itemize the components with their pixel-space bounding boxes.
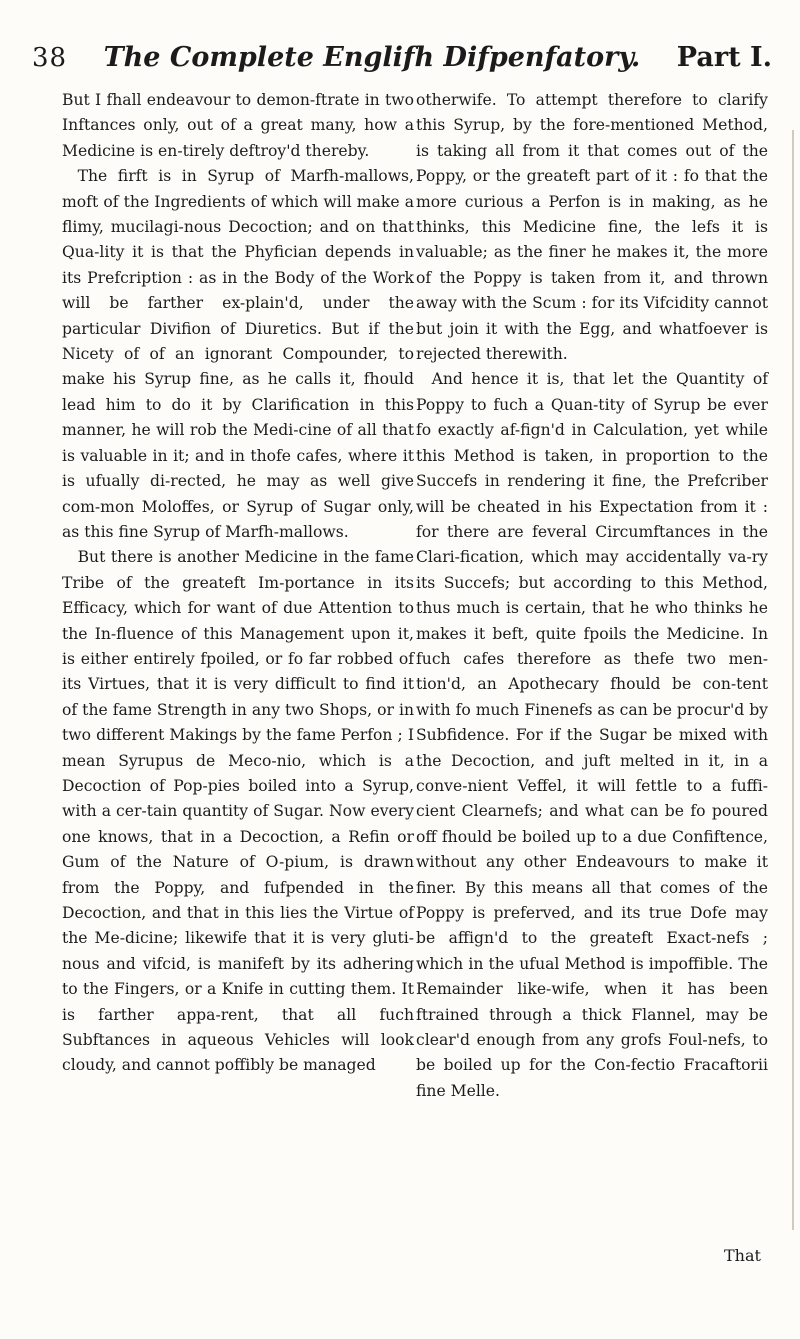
paragraph: But there is another Medicine in the fame Tribe of the greateft Im-portance in its Efficacy, which for want of due Attention to the In-fluence of this Management upon it, is either entirely fpoiled, or fo far robbed of its Virtues, that it is very difficult to find it of the fame Strength in any two Shops, or in two different Makings by the fame Perfon ; I mean Syrupus de Meco-nio, which is a Decoction of Pop-pies boiled into a Syrup, with a cer-tain quantity of Sugar. Now every one knows, that in a Decoction, a Refin or Gum of the Nature of O-pium, is drawn from the Poppy, and fufpended in the Decoction, and that in this lies the Virtue of the Me-dicine; likewife that it is very gluti-nous and vifcid, is manifeft by its adhering to the Fingers, or a Knife in cutting them. It is farther appa-rent, that all fuch Subftances in aqueous Vehicles will look cloudy, and cannot poffibly be managed	[62, 548, 414, 1075]
right-column	[416, 88, 768, 1104]
running-title: The Complete Englifh Difpenfatory.	[103, 42, 641, 73]
catchword: That	[724, 1246, 761, 1265]
left-column	[62, 88, 414, 1079]
paragraph: otherwife. To attempt therefore to clarify this Syrup, by the fore-mentioned Method, is taking all from it that comes out of the Poppy, or the greateft part of it : fo that the more curious a Perfon is in making, as he thinks, this Medicine fine, the lefs it is valuable; as the finer he makes it, the more of the Poppy is taken from it, and thrown away with the Scum : for its Vifcidity cannot but join it with the Egg, and whatfoever is rejected therewith.	[416, 91, 768, 364]
page-header	[32, 42, 772, 78]
paragraph: The firft is in Syrup of Marfh-mallows, moft of the Ingredients of which will make a flimy, mucilagi-nous Decoction; and on that Qua-lity it is that the Phyfician depends in its Prefcription : as in the Body of the Work will be farther ex-plain'd, under the particular Divifion of Diuretics. But if the Nicety of of an ignorant Compounder, to make his Syrup fine, as he calls it, fhould lead him to do it by Clarification in this manner, he will rob the Medi-cine of all that is valuable in it; and in thofe cafes, where it is ufually di-rected, he may as well give com-mon Moloffes, or Syrup of Sugar only, as this fine Syrup of Marfh-mallows.	[62, 167, 414, 541]
page-number: 38	[32, 43, 68, 73]
paragraph: And hence it is, that let the Quantity of Poppy to fuch a Quan-tity of Syrup be ever fo exactly af-fign'd in Calculation, yet while this Method is taken, in proportion to the Succefs in rendering it fine, the Prefcriber will be cheated in his Expectation from it : for there are feveral Circumftances in the Clari-fication, which may accidentally va-ry its Succefs; but according to this Method, thus much is certain, that he who thinks he makes it beft, quite fpoils the Medicine. In fuch cafes therefore as thefe two men-tion'd, an Apothecary fhould be con-tent with fo much Finenefs as can be procur'd by Subfidence. For if the Sugar be mixed with the Decoction, and juft melted in it, in a conve-nient Veffel, it will fettle to a fuffi-cient Clearnefs; and what can be fo poured off fhould be boiled up to a due Confiftence, without any other Endeavours to make it finer. By this means all that comes of the Poppy is preferved, and its true Dofe may be affign'd to the greateft Exact-nefs ; which in the ufual Method is impoffible. The Remainder like-wife, when it has been ftrained through a thick Flannel, may be clear'd enough from any grofs Foul-nefs, to be boiled up for the Con-fectio Fracaftorii fine Melle.	[416, 370, 768, 1100]
page-edge-divider	[792, 130, 794, 1230]
paragraph: But I fhall endeavour to demon-ftrate in two Inftances only, out of a great many, how a Medicine is en-tirely deftroy'd thereby.	[62, 91, 414, 160]
part-label: Part I.	[676, 42, 772, 73]
